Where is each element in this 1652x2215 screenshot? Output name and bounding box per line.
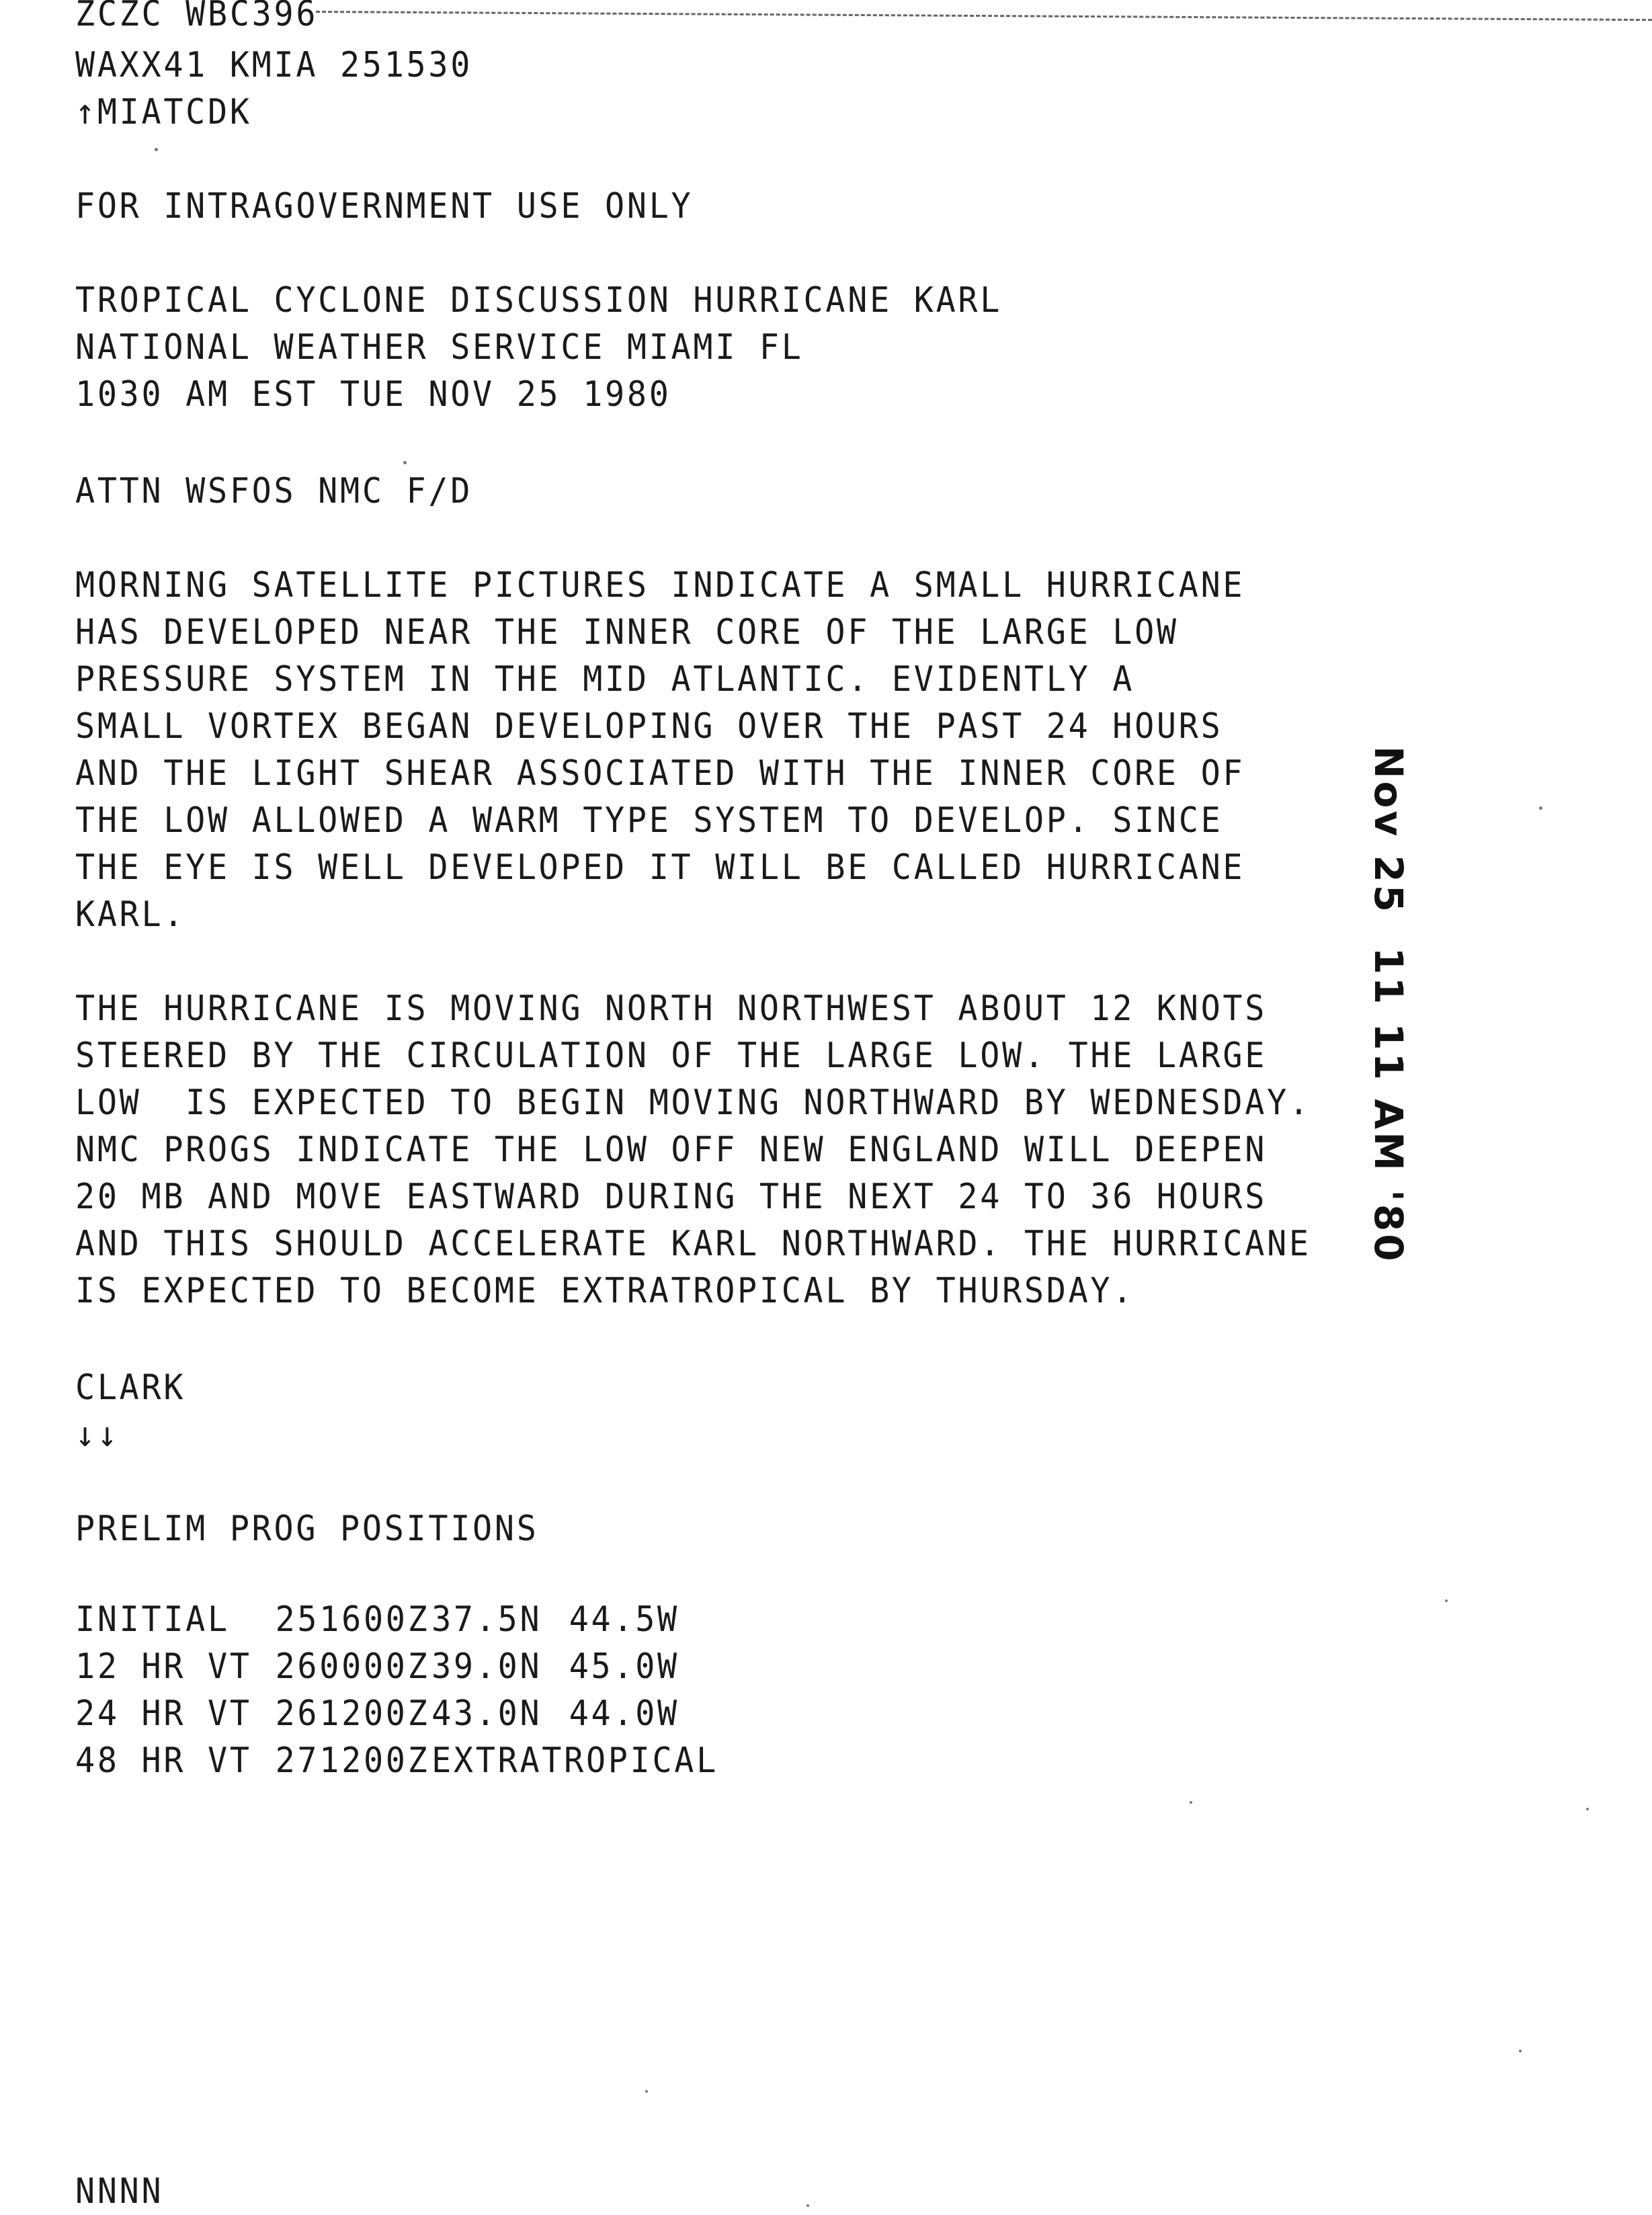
header-line-3: ↑MIATCDK	[75, 92, 252, 132]
attention-line: ATTN WSFOS NMC F/D	[75, 471, 473, 511]
table-cell-label: 12 HR VT	[75, 1646, 252, 1687]
paragraph-line: IS EXPECTED TO BECOME EXTRATROPICAL BY THURSDAY.	[75, 1271, 1135, 1311]
paragraph-line: THE EYE IS WELL DEVELOPED IT WILL BE CALLED HURRICANE	[75, 847, 1245, 888]
issuing-office: NATIONAL WEATHER SERVICE MIAMI FL	[75, 327, 804, 368]
paragraph-line: AND THIS SHOULD ACCELERATE KARL NORTHWARD. THE HURRICANE	[75, 1224, 1311, 1264]
scan-speck	[807, 2204, 809, 2207]
issue-time: 1030 AM EST TUE NOV 25 1980	[75, 374, 671, 415]
scan-speck	[1586, 1808, 1589, 1810]
scan-speck	[403, 461, 407, 464]
paragraph-line: MORNING SATELLITE PICTURES INDICATE A SMALL HURRICANE	[75, 565, 1245, 605]
table-cell-lat: 37.5N	[431, 1599, 542, 1640]
scan-speck	[1190, 1801, 1192, 1804]
table-row	[75, 1741, 718, 1982]
signature: CLARK	[75, 1368, 186, 1408]
paragraph-line: STEERED BY THE CIRCULATION OF THE LARGE LOW. THE LARGE	[75, 1036, 1268, 1076]
scan-speck	[1445, 1599, 1448, 1602]
prog-heading: PRELIM PROG POSITIONS	[75, 1509, 539, 1549]
header-line-1: ZCZC WBC396	[75, 0, 319, 34]
end-marker: NNNN	[75, 2171, 164, 2212]
paragraph-line: THE HURRICANE IS MOVING NORTH NORTHWEST ABOUT 12 KNOTS	[75, 989, 1268, 1029]
table-cell-time: 251600Z	[275, 1599, 430, 1640]
paragraph-line: 20 MB AND MOVE EASTWARD DURING THE NEXT 24 TO 36 HOURS	[75, 1177, 1268, 1217]
table-cell-lat: 39.0N	[431, 1646, 542, 1687]
scan-speck	[1539, 806, 1542, 810]
paragraph-line: AND THE LIGHT SHEAR ASSOCIATED WITH THE INNER CORE OF	[75, 753, 1245, 794]
discussion-title: TROPICAL CYCLONE DISCUSSION HURRICANE KARL	[75, 280, 1003, 321]
paragraph-line: NMC PROGS INDICATE THE LOW OFF NEW ENGLAND WILL DEEPEN	[75, 1130, 1268, 1170]
scan-speck	[1519, 2050, 1522, 2052]
top-dashed-rule	[316, 11, 1652, 21]
table-cell-lon: 44.0W	[569, 1694, 679, 1734]
paragraph-line: LOW IS EXPECTED TO BEGIN MOVING NORTHWARD BY WEDNESDAY.	[75, 1083, 1311, 1123]
received-time-stamp: Nov 25 11 11 AM '80	[1366, 746, 1411, 1264]
scan-speck	[645, 2090, 648, 2093]
paragraph-line: HAS DEVELOPED NEAR THE INNER CORE OF THE LARGE LOW	[75, 612, 1179, 653]
signature-mark: ↓↓	[75, 1415, 120, 1455]
paragraph-line: PRESSURE SYSTEM IN THE MID ATLANTIC. EVIDENTLY A	[75, 659, 1135, 700]
classification-line: FOR INTRAGOVERNMENT USE ONLY	[75, 186, 694, 226]
table-cell-time: 271200Z	[275, 1741, 430, 1781]
paragraph-line: SMALL VORTEX BEGAN DEVELOPING OVER THE PAST 24 HOURS	[75, 706, 1223, 747]
paragraph-line: THE LOW ALLOWED A WARM TYPE SYSTEM TO DEVELOP. SINCE	[75, 800, 1223, 841]
table-cell-time: 260000Z	[275, 1646, 430, 1687]
table-cell-lat: 43.0N	[431, 1694, 542, 1734]
header-line-2: WAXX41 KMIA 251530	[75, 45, 473, 85]
table-cell-time: 261200Z	[275, 1694, 430, 1734]
scan-speck	[155, 148, 158, 151]
table-cell-lat: EXTRATROPICAL	[431, 1741, 718, 1781]
table-cell-lon: 44.5W	[569, 1599, 679, 1640]
table-cell-label: 24 HR VT	[75, 1694, 252, 1734]
table-cell-lon: 45.0W	[569, 1646, 679, 1687]
table-cell-label: INITIAL	[75, 1599, 230, 1640]
table-cell-label: 48 HR VT	[75, 1741, 252, 1781]
paragraph-line: KARL.	[75, 894, 186, 935]
